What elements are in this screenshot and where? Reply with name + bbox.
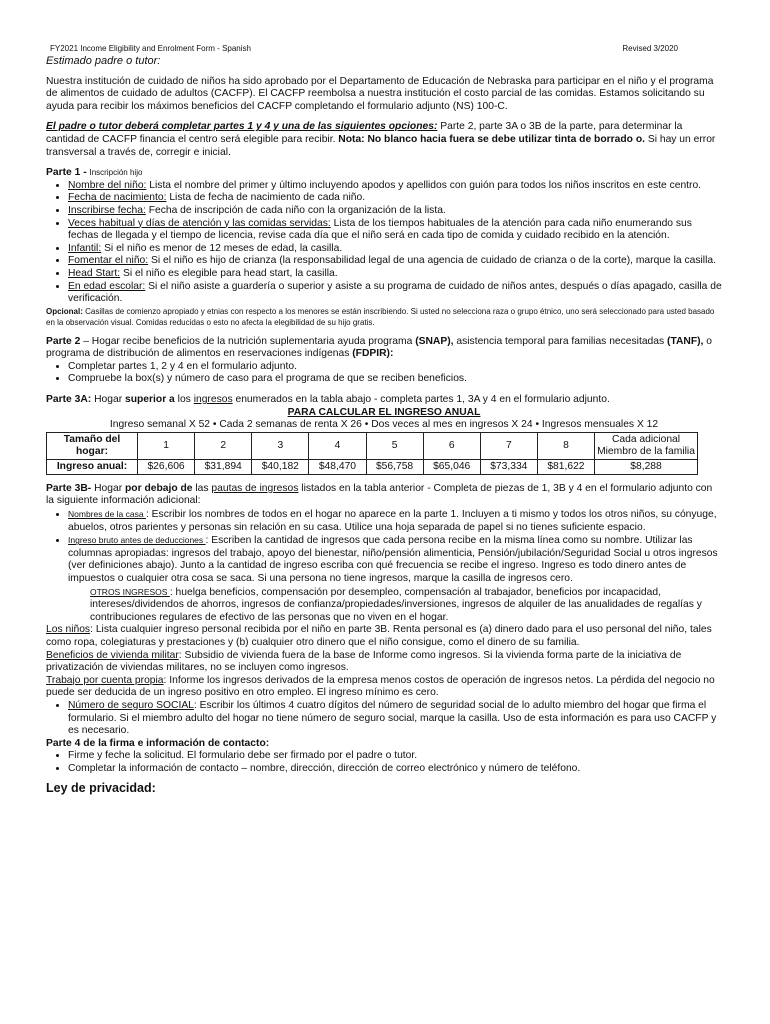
list-item xyxy=(68,180,722,193)
list-item xyxy=(68,243,722,256)
part1-heading xyxy=(46,167,722,180)
otros-ingresos-paragraph xyxy=(46,586,722,625)
item-text: Lista de fecha de nacimiento de cada niño. xyxy=(166,192,366,204)
list-item: • Completar partes 1, 2 y 4 en el formulario adjunto. xyxy=(68,361,722,374)
part3b-underline: pautas de ingresos xyxy=(211,482,299,494)
part2-title: Parte 2 xyxy=(46,335,81,347)
vivienda-term: Beneficios de vivienda militar xyxy=(46,649,179,661)
part2-text: – Hogar recibe beneficios de la nutrición suplementaria ayuda programa xyxy=(80,335,416,347)
row-label-income: Ingreso anual: xyxy=(47,459,138,474)
table-cell: 8 xyxy=(537,432,594,459)
part3a-underline: ingresos xyxy=(193,394,233,406)
form-page xyxy=(46,44,722,794)
trabajo-term: Trabajo por cuenta propia xyxy=(46,674,164,686)
instructions-text: Parte 2, parte 3A o 3B de la parte, para determinar la cantidad de CACFP financia el centro será elegible para recibir. xyxy=(46,121,683,145)
part3a-bold: superior a xyxy=(125,394,175,406)
list-item: • Firme y feche la solicitud. El formulario debe ser firmado por el padre o tutor. xyxy=(68,750,722,763)
table-cell: $31,894 xyxy=(195,459,252,474)
part3b-text: listados en la tabla anterior - Completa de piezas de 1, 3B y 4 en el formulario adjunto con la siguiente información adicional: xyxy=(46,482,713,507)
ss-list xyxy=(46,700,722,738)
optional-label: Opcional: xyxy=(46,306,83,316)
list-item: • Completar la información de contacto – nombre, dirección, dirección de correo electrónico y número de teléfono. xyxy=(68,763,722,776)
list-item xyxy=(68,534,722,585)
item-text: Lista el nombre del primer y último incluyendo apodos y apellidos con guión para todos los niños inscritos en este centro. xyxy=(146,179,702,191)
item-term: Nombres de la casa xyxy=(68,509,146,520)
list-item xyxy=(68,192,722,205)
part1-title: Parte 1 - xyxy=(46,167,90,179)
part3b-paragraph xyxy=(46,483,722,508)
part2-text: o programa de distribución de alimentos en reservaciones indígenas xyxy=(46,335,713,360)
part2-list xyxy=(46,361,722,386)
item-text: Si el niño asiste a guardería o superior y asiste a su programa de cuidado de niños antes, después o días apagado, casilla de verificación. xyxy=(68,280,722,305)
list-item xyxy=(68,205,722,218)
item-text: Si el niño es hijo de crianza (la responsabilidad legal de una agencia de cuidado de crianza o de la corte), marque la casilla. xyxy=(148,255,716,267)
item-term: Infantil: xyxy=(68,242,102,254)
item-term: Nombre del niño: xyxy=(68,179,147,191)
part3a-text: enumerados en la tabla abajo - completa partes 1, 3A y 4 en el formulario adjunto. xyxy=(232,394,610,406)
row-label-size: Tamaño del hogar: xyxy=(47,432,138,459)
header-revision: Revised 3/2020 xyxy=(622,44,678,53)
item-term: Head Start: xyxy=(68,267,121,279)
part3a-paragraph xyxy=(46,394,722,407)
table-cell: $65,046 xyxy=(423,459,480,474)
item-term: En edad escolar: xyxy=(68,280,146,292)
trabajo-text: : Informe los ingresos derivados de la empresa menos costos de operación de ingresos netos. La pérdida del negocio no puede ser deducida de un ingreso positivo en otro empleo. El ingreso mínimo es cero. xyxy=(46,674,715,699)
list-item xyxy=(68,255,722,268)
part1-list xyxy=(46,180,722,306)
table-cell: 2 xyxy=(195,432,252,459)
header-form-title: FY2021 Income Eligibility and Enrolment Form - Spanish xyxy=(50,44,251,53)
instructions-tail: Si hay un error transversal a través de, corregir e inicial. xyxy=(46,133,716,158)
ninos-text: : Lista cualquier ingreso personal recibida por el niño en parte 3B. Renta personal es (a) dinero dado para el uso personal del niño, tales como ropa, colegiaturas y prestaciones y (b) cualquier otro dinero que el niño consigue, como el dinero de su familia. xyxy=(46,624,712,648)
item-text: Si el niño es elegible para head start, la casilla. xyxy=(120,267,338,279)
ninos-paragraph xyxy=(46,624,722,649)
part3b-text: Hogar xyxy=(91,482,125,494)
instructions-lead: El padre o tutor deberá completar partes 1 y 4 y una de las siguientes opciones: xyxy=(46,121,438,133)
table-cell: $26,606 xyxy=(138,459,195,474)
part3a-text: Hogar xyxy=(91,394,125,406)
income-table xyxy=(46,432,698,475)
ninos-term: Los niños xyxy=(46,624,91,636)
item-term: Ingreso bruto antes de deducciones xyxy=(68,535,206,546)
table-cell: $56,758 xyxy=(366,459,423,474)
part3b-title: Parte 3B- xyxy=(46,482,92,494)
trabajo-paragraph xyxy=(46,675,722,700)
table-cell: $73,334 xyxy=(480,459,537,474)
vivienda-paragraph xyxy=(46,650,722,675)
instructions-paragraph xyxy=(46,121,722,159)
privacy-heading: Ley de privacidad: xyxy=(46,780,156,795)
page-header xyxy=(46,44,722,54)
table-cell: $8,288 xyxy=(595,459,698,474)
item-text: : Escribir los últimos 4 cuatro dígitos del número de seguridad social de lo adulto miembro del hogar que firma el formulario. Si el miembro adulto del hogar no tiene número de seguro social, marque la casilla. Uso de esta información es para uso CACFP y es necesario. xyxy=(68,699,717,737)
item-term: Fomentar el niño: xyxy=(68,255,149,267)
part3b-list xyxy=(46,508,722,586)
greeting: Estimado padre o tutor: xyxy=(46,55,161,67)
part3b-bold: por debajo de xyxy=(125,482,193,494)
table-row xyxy=(47,432,698,459)
vivienda-text: : Subsidio de vivienda fuera de la base de Informe como ingresos. Si la vivienda forma parte de la iniciativa de privatización de viviendas militares, no se incluyen como ingresos. xyxy=(46,649,682,674)
income-table-title: PARA CALCULAR EL INGRESO ANUAL xyxy=(287,406,481,418)
table-cell: $40,182 xyxy=(252,459,309,474)
item-term: Número de seguro SOCIAL xyxy=(68,699,194,711)
list-item xyxy=(68,268,722,281)
item-text: : Escriben la cantidad de ingresos que cada persona recibe en la misma línea como su nombre. Utilizar las columnas apropiadas: ingresos del trabajo, apoyo del bienestar, niño/pensión alimenticia, Pensión/jubilación/Seguridad Social u otros ingresos (ver definiciones abajo). Junto a la cantidad de ingreso escriba con qué frecuencia se recibe el ingreso. Ingreso es todo dinero antes de impuestos o cualquier otra cosa se saca. Si una persona no tiene ingresos, marque la casilla de ingresos cero. xyxy=(68,535,718,584)
item-text: Si el niño es menor de 12 meses de edad, la casilla. xyxy=(101,242,343,254)
part4-list xyxy=(46,750,722,775)
table-cell: 6 xyxy=(423,432,480,459)
item-text: : Escribir los nombres de todos en el hogar no aparece en la parte 1. Incluyen a ti mismo y todos los otros niños, su cónyuge, abuelos, otros parientes y personas sin relación en su casa. Utilice una hoja separada de papel si no tienes suficiente espacio. xyxy=(68,509,717,533)
optional-text: Casillas de comienzo apropiado y etnias con respecto a los menores se están inscribiendo. Si usted no selecciona raza o grupo étnico, uno será seleccionado para usted basado en la observación visual. Comidas reducidas o esto no afecta la elegibilidad de su hijo gratis. xyxy=(46,306,715,327)
list-item: • Compruebe la box(s) y número de caso para el programa de que se reciben beneficios. xyxy=(68,373,722,386)
list-item xyxy=(68,218,722,243)
table-cell: $48,470 xyxy=(309,459,366,474)
part4-title: Parte 4 de la firma e información de contacto: xyxy=(46,737,270,749)
item-term: Fecha de nacimiento: xyxy=(68,192,167,204)
list-item xyxy=(68,508,722,534)
snap-label: (SNAP), xyxy=(415,335,454,347)
otros-term: OTROS INGRESOS xyxy=(90,586,170,597)
fdpir-label: (FDPIR): xyxy=(352,348,394,360)
table-cell: 3 xyxy=(252,432,309,459)
list-item xyxy=(68,700,722,738)
intro-paragraph: Nuestra institución de cuidado de niños ha sido aprobado por el Departamento de Educación de Nebraska para participar en el niño y el programa de alimentos de cuidado de adultos (CACFP). El CACFP reembolsa a nuestra institución el costo parcial de las comidas. Estamos solicitando su ayuda para recibir los máximos beneficios del CACFP completando el formulario adjunto (NS) 100-C. xyxy=(46,75,714,112)
part3a-title: Parte 3A: xyxy=(46,394,92,406)
list-item xyxy=(68,281,722,306)
item-term: Veces habitual y días de atención y las comidas servidas: xyxy=(68,217,331,229)
item-term: Inscribirse fecha: xyxy=(68,204,146,216)
instructions-note: Nota: No blanco hacia fuera se debe utilizar tinta de borrado o. xyxy=(338,133,645,145)
table-cell: Cada adicional Miembro de la familia xyxy=(595,432,698,459)
part2-text: asistencia temporal para familias necesitadas xyxy=(453,335,668,347)
table-cell: 1 xyxy=(138,432,195,459)
item-text: Fecha de inscripción de cada niño con la organización de la lista. xyxy=(145,204,446,216)
table-cell: $81,622 xyxy=(537,459,594,474)
part1-subtitle: Inscripción hijo xyxy=(89,168,143,178)
optional-note xyxy=(46,306,722,328)
table-row xyxy=(47,459,698,474)
table-cell: 4 xyxy=(309,432,366,459)
part3a-text: los xyxy=(174,394,194,406)
table-cell: 5 xyxy=(366,432,423,459)
income-table-subtitle: Ingreso semanal X 52 • Cada 2 semanas de renta X 26 • Dos veces al mes en ingresos X 24 • Ingresos mensuales X 12 xyxy=(109,419,659,431)
item-text: Lista de los tiempos habituales de la atención para cada niño enumerando sus fechas de llegada y el tiempo de licencia, revise cada día que el niño será en cada tipo de comida y cuidado recibido en la atención. xyxy=(68,217,692,242)
tanf-label: (TANF), xyxy=(667,335,704,347)
part2-paragraph xyxy=(46,336,722,361)
otros-text: : huelga beneficios, compensación por desempleo, compensación al trabajador, beneficios por incapacidad, intereses/dividendos de ahorros, ingresos de confianza/propiedades/inversiones, ingresos de alquiler de las anualidades de regalías y contribuciones regulares de efectivo de las personas que no viven en el hogar. xyxy=(90,586,702,623)
part3b-text: las xyxy=(192,482,212,494)
table-cell: 7 xyxy=(480,432,537,459)
